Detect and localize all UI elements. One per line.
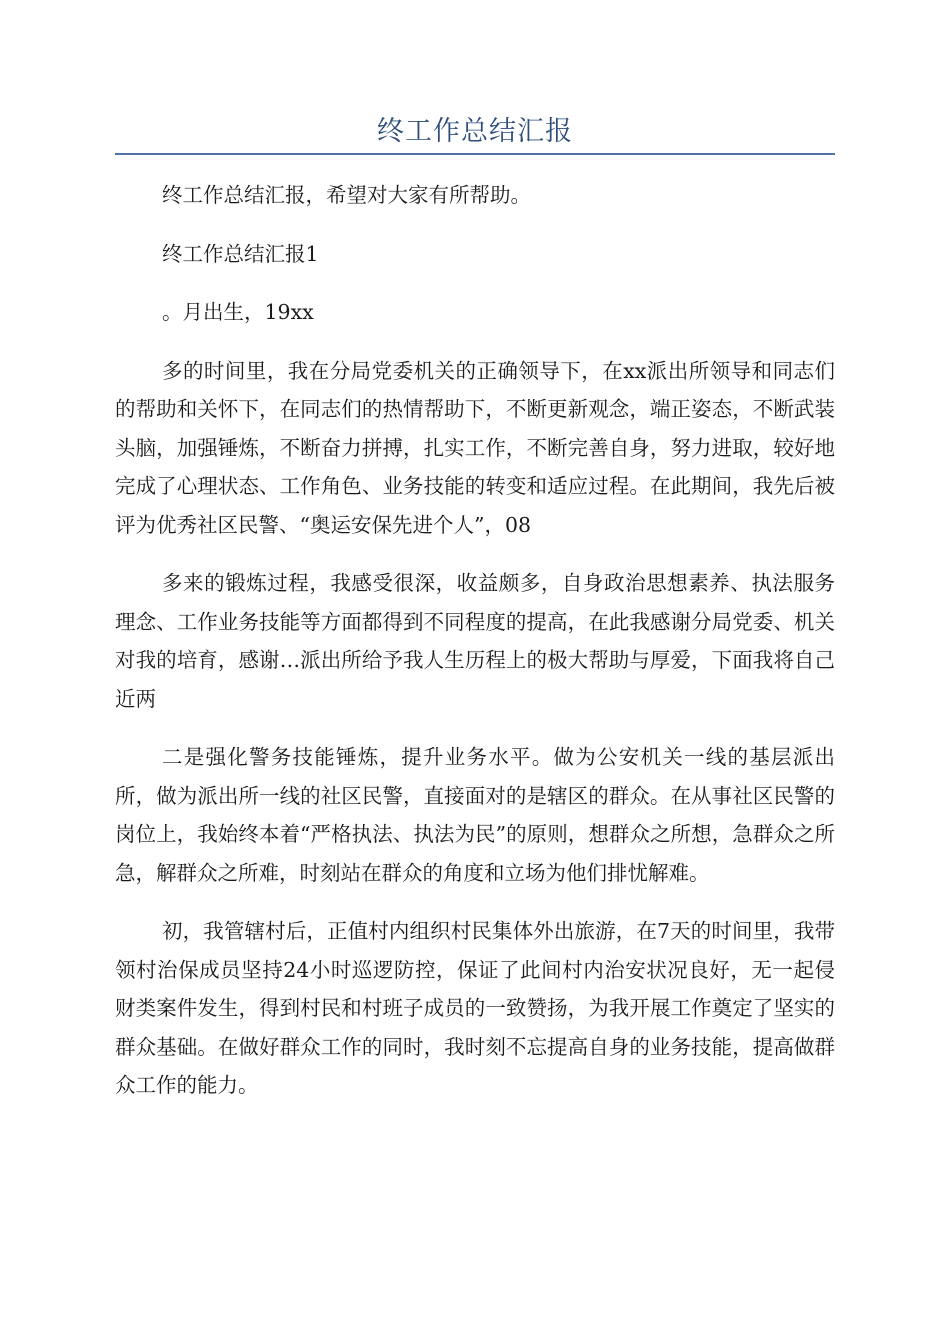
title-underline — [115, 153, 835, 155]
paragraph-birth: 。月出生，19xx — [162, 300, 314, 324]
paragraph-reflection: 多来的锻炼过程，我感受很深，收益颇多，自身政治思想素养、执法服务理念、工作业务技能等方面都得到不同程度的提高，在此我感谢分局党委、机关对我的培育，感谢…派出所给予我人生历程上的极大帮助与厚爱，下面我将自己近两 — [115, 571, 835, 711]
document-title: 终工作总结汇报 — [377, 116, 573, 147]
paragraph-skills: 二是强化警务技能锤炼，提升业务水平。做为公安机关一线的基层派出所，做为派出所一线的社区民警，直接面对的是辖区的群众。在从事社区民警的岗位上，我始终本着“严格执法、执法为民”的原则，想群众之所想，急群众之所急，解群众之所难，时刻站在群众的角度和立场为他们排忧解难。 — [115, 745, 835, 885]
paragraph-intro: 终工作总结汇报，希望对大家有所帮助。 — [162, 183, 531, 207]
paragraph-village: 初，我管辖村后，正值村内组织村民集体外出旅游，在7天的时间里，我带领村治保成员坚持24小时巡逻防控，保证了此间村内治安状况良好，无一起侵财类案件发生，得到村民和村班子成员的一致赞扬，为我开展工作奠定了坚实的群众基础。在做好群众工作的同时，我时刻不忘提高自身的业务技能，提高做群众工作的能力。 — [115, 919, 835, 1097]
paragraph-heading: 终工作总结汇报1 — [162, 241, 319, 266]
document-body — [115, 176, 835, 1125]
paragraph-work-summary: 多的时间里，我在分局党委机关的正确领导下，在xx派出所领导和同志们的帮助和关怀下，在同志们的热情帮助下，不断更新观念，端正姿态，不断武装头脑，加强锤炼，不断奋力拼搏，扎实工作，不断完善自身，努力进取，较好地完成了心理状态、工作角色、业务技能的转变和适应过程。在此期间，我先后被评为优秀社区民警、“奥运安保先进个人”，08 — [115, 358, 835, 537]
